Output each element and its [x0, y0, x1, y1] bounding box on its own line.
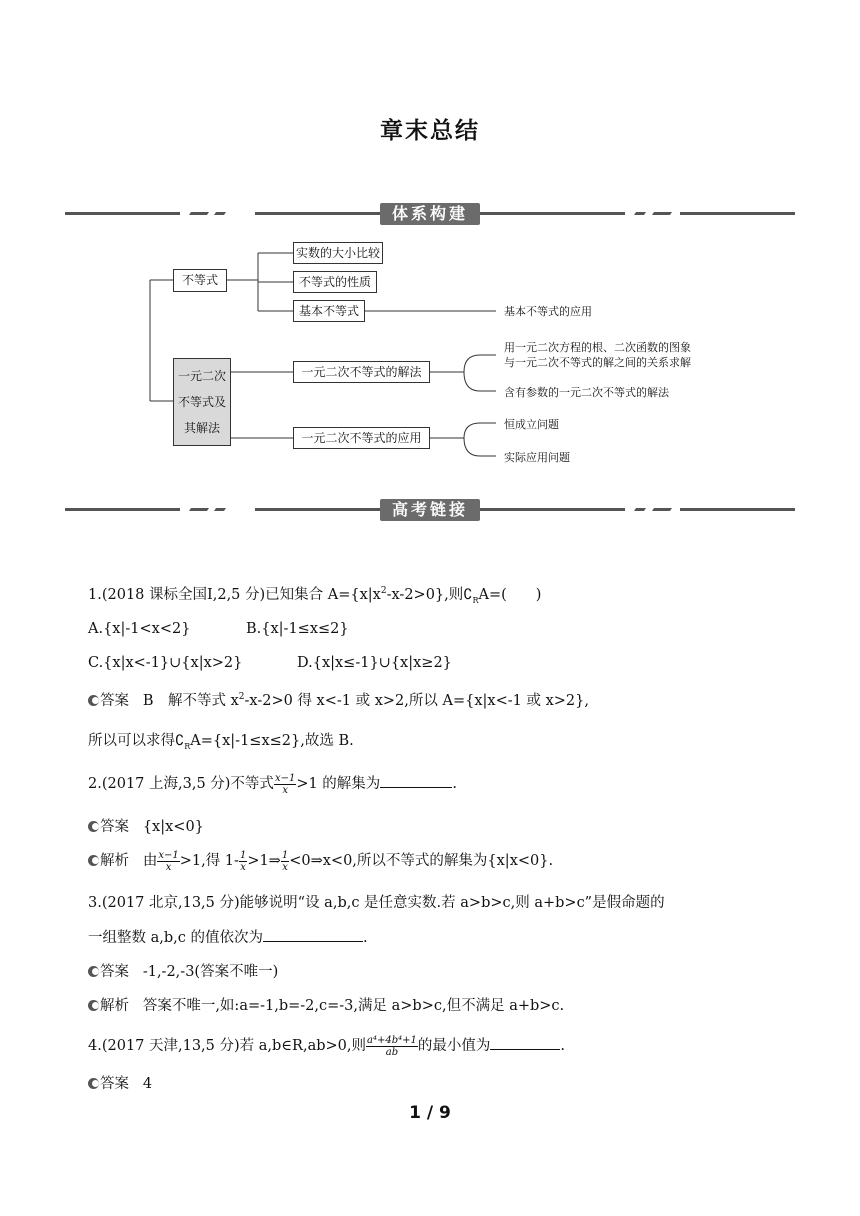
q1-option-c: C.{x|x<-1}∪{x|x>2} [88, 655, 243, 671]
leaf-always-true: 恒成立问题 [504, 418, 559, 431]
node-quadratic-main-line2: 不等式及 [177, 395, 226, 409]
answer-blank [380, 787, 452, 788]
node-real-compare: 实数的大小比较 [293, 242, 383, 264]
answer-icon [88, 821, 99, 832]
q2-fraction: $\frac{x-1}{x}$ [274, 772, 296, 796]
answer-blank [490, 1049, 560, 1050]
section-title-exam: 高考链接 [380, 499, 480, 521]
node-quadratic-solve: 一元二次不等式的解法 [293, 361, 430, 383]
q2-stem: 2.(2017 上海,3,5 分)不等式 $\frac{x-1}{x}$ >1 的解集为 . [88, 772, 457, 796]
q3-stem-line1: 3.(2017 北京,13,5 分)能够说明“设 a,b,c 是任意实数.若 a>b>c,则 a+b>c”是假命题的 [88, 895, 665, 911]
analysis-icon [88, 855, 99, 866]
node-inequality: 不等式 [173, 269, 227, 292]
leaf-parameter: 含有参数的一元二次不等式的解法 [504, 386, 669, 399]
q2-analysis: 解析 由 $\frac{x-1}{x}$ >1,得 1- $\frac{1}{x}$ >1⇒ $\frac{1}{x}$ <0⇒x<0,所以不等式的解集为{x|x<0}. [88, 849, 553, 873]
q1-option-b: B.{x|-1≤x≤2} [246, 621, 349, 637]
mindmap-connectors [0, 0, 860, 480]
q1-stem: 1.(2018 课标全国Ⅰ,2,5 分)已知集合 $A=\{x|x^2-x-2>0\}$,则$∁_RA=$( ) [88, 586, 542, 605]
q3-analysis: 解析 答案不唯一,如:a=-1,b=-2,c=-3,满足 a>b>c,但不满足 a+b>c. [88, 994, 564, 1015]
q1-option-a: A.{x|-1<x<2} [88, 621, 191, 637]
node-quadratic-main [173, 358, 231, 446]
leaf-relation-line2: 与一元二次不等式的解之间的关系求解 [504, 356, 691, 369]
q1-answer: 答案 B 解不等式 $x^2-x-2>0$ 得 x<-1 或 x>2,所以 A={x|x<-1 或 x>2}, [88, 689, 589, 710]
node-properties: 不等式的性质 [293, 271, 377, 293]
node-basic-inequality: 基本不等式 [293, 300, 365, 322]
page-title: 章末总结 [380, 118, 480, 144]
q1-option-d: D.{x|x≤-1}∪{x|x≥2} [297, 655, 452, 671]
answer-label: 答案 [100, 693, 129, 709]
q4-fraction: $\frac{\text{a⁴+4b⁴+1}}{ab}$ [366, 1034, 417, 1058]
leaf-basic-app: 基本不等式的应用 [504, 305, 592, 318]
section-title-system: 体系构建 [380, 203, 480, 225]
node-quadratic-main-line3: 其解法 [183, 421, 220, 435]
q2-answer: 答案 {x|x<0} [88, 815, 204, 836]
node-quadratic-app: 一元二次不等式的应用 [293, 427, 430, 449]
answer-blank [263, 941, 363, 942]
answer-icon [88, 695, 99, 706]
answer-icon [88, 1078, 99, 1089]
analysis-icon [88, 1000, 99, 1011]
q3-answer: 答案 -1,-2,-3(答案不唯一) [88, 960, 278, 981]
answer-icon [88, 966, 99, 977]
node-quadratic-main-line1: 一元二次 [177, 369, 226, 383]
q3-stem-line2: 一组整数 a,b,c 的值依次为 . [88, 930, 368, 946]
leaf-practical: 实际应用问题 [504, 451, 570, 464]
page-number: 1 / 9 [409, 1103, 451, 1123]
leaf-relation-line1: 用一元二次方程的根、二次函数的图象 [504, 341, 691, 354]
q4-stem: 4.(2017 天津,13,5 分)若 a,b∈R,ab>0,则 $\frac{\text{a⁴+4b⁴+1}}{ab}$ 的最小值为 . [88, 1034, 565, 1058]
section-divider-exam [65, 499, 795, 521]
q4-answer: 答案 4 [88, 1072, 152, 1093]
q1-answer-cont: 所以可以求得$∁_RA=\{x|-1\le x\le 2\}$,故选 B. [88, 733, 354, 751]
